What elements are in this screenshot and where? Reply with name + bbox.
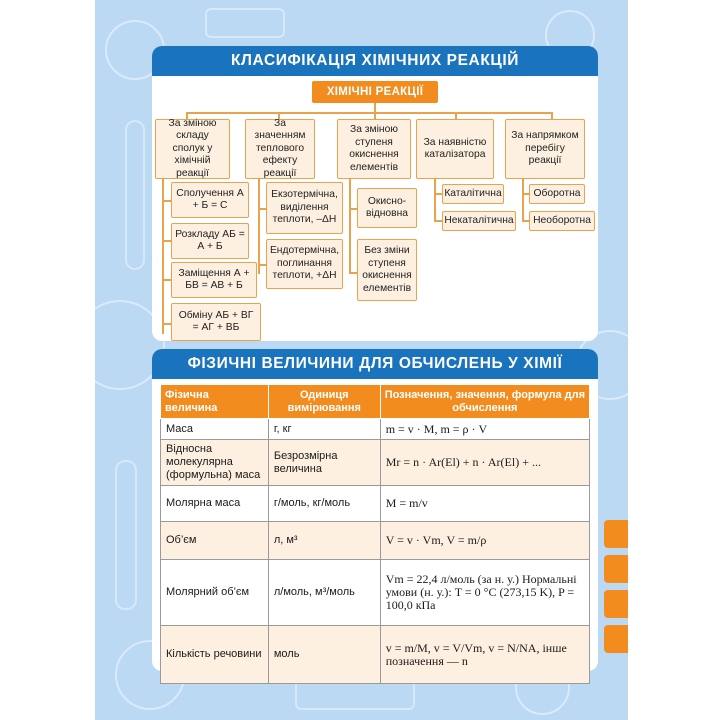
table-row — [161, 486, 590, 522]
root-node: ХІМІЧНІ РЕАКЦІЇ — [312, 81, 438, 103]
table-header-row — [161, 385, 590, 419]
cell-formula: Vm = 22,4 л/моль (за н. у.) Нормальні умови (н. у.): T = 0 °C (273,15 K), P = 100,0 кПа — [380, 560, 589, 626]
header-unit: Одиниця вимірювання — [268, 385, 380, 419]
classification-card — [152, 46, 598, 341]
physics-card — [152, 349, 598, 671]
item-exchange: Обміну АБ + ВГ = АГ + ВБ — [171, 303, 261, 341]
cell-unit: моль — [268, 626, 380, 684]
category-direction: За напрямком перебігу реакції — [505, 119, 585, 179]
cell-name: Відносна молекулярна (формульна) маса — [161, 440, 269, 486]
cell-unit: л, м³ — [268, 522, 380, 560]
physics-title: ФІЗИЧНІ ВЕЛИЧИНИ ДЛЯ ОБЧИСЛЕНЬ У ХІМІЇ — [152, 349, 598, 379]
cell-unit: Безрозмірна величина — [268, 440, 380, 486]
header-formula: Позначення, значення, формула для обчислення — [380, 385, 589, 419]
item-redox: Окисно-відновна — [357, 188, 417, 228]
table-row — [161, 419, 590, 440]
item-reversible: Оборотна — [529, 184, 585, 204]
item-endothermic: Ендотермічна, поглинання теплоти, +ΔH — [266, 239, 343, 289]
cell-formula: V = v · Vm, V = m/ρ — [380, 522, 589, 560]
cell-unit: л/моль, м³/моль — [268, 560, 380, 626]
cell-name: Молярний об’єм — [161, 560, 269, 626]
item-irreversible: Необоротна — [529, 211, 595, 231]
cell-unit: г, кг — [268, 419, 380, 440]
cell-name: Кількість речовини — [161, 626, 269, 684]
cell-formula: Mr = n · Ar(El) + n · Ar(El) + ... — [380, 440, 589, 486]
side-tab — [604, 590, 628, 618]
item-catalytic: Каталітична — [442, 184, 504, 204]
item-substitution: Заміщення А + БВ = АВ + Б — [171, 262, 257, 298]
item-decomposition: Розкладу АБ = А + Б — [171, 223, 249, 259]
category-thermal: За значенням теплового ефекту реакції — [245, 119, 315, 179]
cell-formula: m = v · M, m = ρ · V — [380, 419, 589, 440]
item-noncatalytic: Некаталітична — [442, 211, 516, 231]
side-tab — [604, 520, 628, 548]
side-tab — [604, 625, 628, 653]
classification-title: КЛАСИФІКАЦІЯ ХІМІЧНИХ РЕАКЦІЙ — [152, 46, 598, 76]
cell-name: Об’єм — [161, 522, 269, 560]
item-combination: Сполучення А + Б = С — [171, 182, 249, 218]
cell-name: Молярна маса — [161, 486, 269, 522]
table-row — [161, 626, 590, 684]
category-oxidation: За зміною ступеня окиснення елементів — [337, 119, 411, 179]
header-quantity: Фізична величина — [161, 385, 269, 419]
table-row — [161, 440, 590, 486]
category-catalyst: За наявністю каталізатора — [416, 119, 494, 179]
table-row — [161, 560, 590, 626]
physics-table — [160, 384, 590, 684]
category-composition: За зміною складу сполук у хімічній реакції — [155, 119, 230, 179]
cell-name: Маса — [161, 419, 269, 440]
cell-unit: г/моль, кг/моль — [268, 486, 380, 522]
cell-formula: M = m/v — [380, 486, 589, 522]
cell-formula: v = m/M, v = V/Vm, v = N/NA, інше позначення — n — [380, 626, 589, 684]
item-no-oxidation-change: Без зміни ступеня окиснення елементів — [357, 239, 417, 301]
side-tab — [604, 555, 628, 583]
item-exothermic: Екзотермічна, виділення теплоти, –ΔH — [266, 182, 343, 234]
table-row — [161, 522, 590, 560]
